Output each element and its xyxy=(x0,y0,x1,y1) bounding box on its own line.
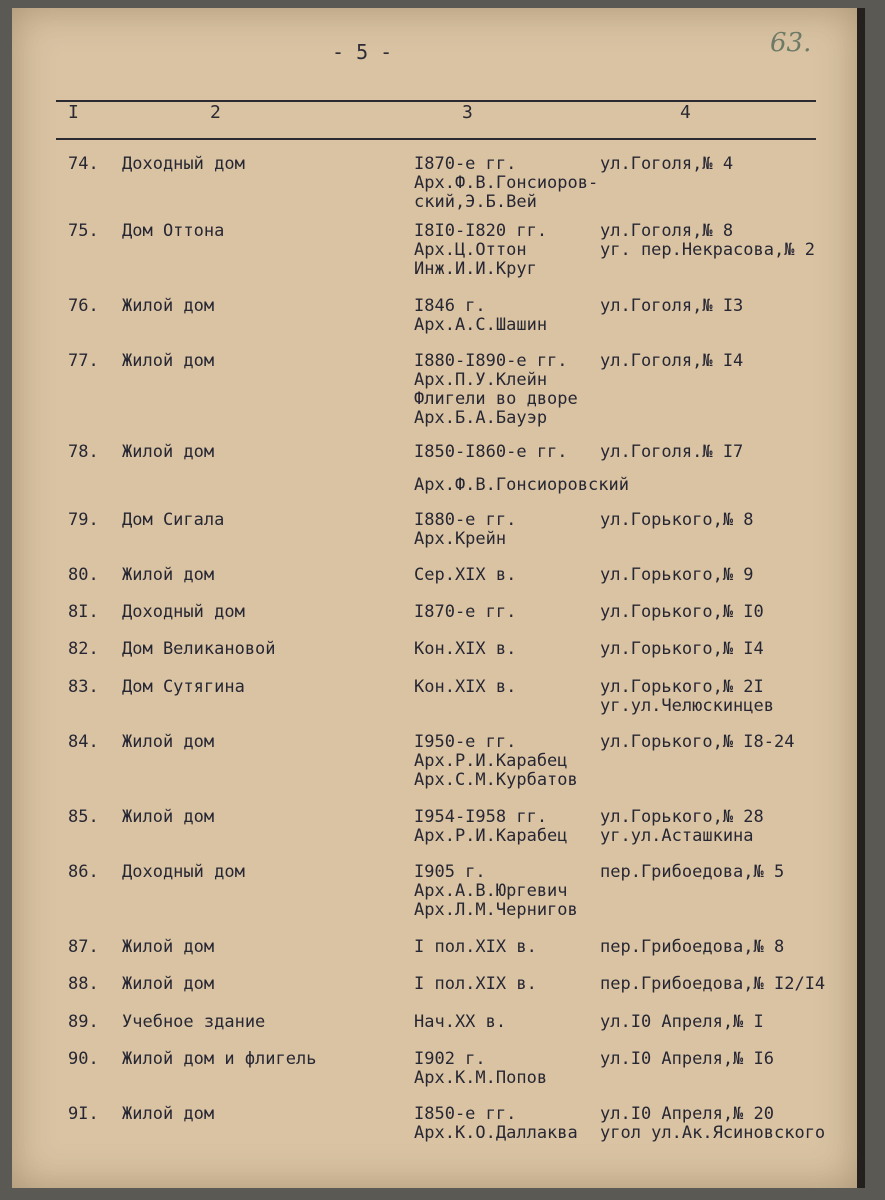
date-line: I пол.XIX в. xyxy=(414,937,537,957)
page-number: - 5 - xyxy=(332,40,393,64)
column-header-4: 4 xyxy=(680,102,691,123)
row-number: 84. xyxy=(68,732,99,752)
address xyxy=(600,640,855,659)
date-architect xyxy=(414,603,604,622)
date-architect xyxy=(414,678,604,697)
address-line: ул.Горького,№ I4 xyxy=(600,639,764,659)
address xyxy=(600,678,855,716)
building-name: Дом Сутягина xyxy=(122,677,245,697)
column-header-2: 2 xyxy=(210,102,221,123)
date-line: Арх.Крейн xyxy=(414,529,507,549)
address xyxy=(600,352,855,371)
address-line: уг. пер.Некрасова,№ 2 xyxy=(600,240,815,260)
date-line: I902 г. xyxy=(414,1049,486,1069)
address xyxy=(600,566,855,585)
column-header-3: 3 xyxy=(462,102,473,123)
row-number: 75. xyxy=(68,221,99,241)
address xyxy=(600,1050,855,1069)
address-line: ул.Гоголя,№ I3 xyxy=(600,296,744,316)
building-name: Дом Сигала xyxy=(122,510,225,530)
address-line: ул.Горького,№ 8 xyxy=(600,510,754,530)
date-line: I пол.XIX в. xyxy=(414,974,537,994)
date-line: I954-I958 гг. xyxy=(414,807,548,827)
date-architect xyxy=(414,352,604,428)
row-number: 87. xyxy=(68,937,99,957)
address xyxy=(600,1105,855,1143)
address xyxy=(600,975,855,994)
address-line: уг.ул.Челюскинцев xyxy=(600,696,774,716)
address-line: ул.Горького,№ 28 xyxy=(600,807,764,827)
address xyxy=(600,297,855,316)
date-line: Арх.Л.М.Чернигов xyxy=(414,900,578,920)
row-number: 82. xyxy=(68,639,99,659)
building-name: Жилой дом xyxy=(122,442,215,462)
address xyxy=(600,222,855,260)
date-line: Арх.А.В.Юргевич xyxy=(414,881,568,901)
date-line: Кон.XIX в. xyxy=(414,677,517,697)
date-architect xyxy=(414,1050,604,1088)
address-line: ул.Гоголя.№ I7 xyxy=(600,442,744,462)
date-line: Арх.К.О.Даллаква xyxy=(414,1123,578,1143)
building-name: Жилой дом xyxy=(122,937,215,957)
building-name: Жилой дом и флигель xyxy=(122,1049,317,1069)
row-number: 89. xyxy=(68,1012,99,1032)
building-name: Жилой дом xyxy=(122,974,215,994)
date-line: Арх.А.С.Шашин xyxy=(414,315,548,335)
column-header-1: I xyxy=(68,102,79,123)
address-line: угол ул.Ак.Ясиновского xyxy=(600,1123,826,1143)
date-line xyxy=(414,462,604,476)
date-architect xyxy=(414,1013,604,1032)
address xyxy=(600,1013,855,1032)
date-line: I905 г. xyxy=(414,862,486,882)
date-line: I950-е гг. xyxy=(414,732,517,752)
date-line: Арх.П.У.Клейн xyxy=(414,370,548,390)
address-line: ул.Горького,№ 9 xyxy=(600,565,754,585)
building-name: Жилой дом xyxy=(122,565,215,585)
date-line: Инж.И.И.Круг xyxy=(414,259,537,279)
row-number: 86. xyxy=(68,862,99,882)
address-line: пер.Грибоедова,№ 8 xyxy=(600,937,785,957)
date-line: Кон.XIX в. xyxy=(414,639,517,659)
address xyxy=(600,511,855,530)
address-line: ул.I0 Апреля,№ I6 xyxy=(600,1049,774,1069)
header-bottom-rule xyxy=(56,138,816,140)
row-number: 8I. xyxy=(68,602,99,622)
date-architect xyxy=(414,975,604,994)
address-line: ул.Горького,№ I0 xyxy=(600,602,764,622)
date-line: ский,Э.Б.Вей xyxy=(414,192,537,212)
row-number: 85. xyxy=(68,807,99,827)
address xyxy=(600,443,855,462)
date-line: Арх.Ф.В.Гонсиоров- xyxy=(414,173,599,193)
date-architect xyxy=(414,442,629,495)
building-name: Жилой дом xyxy=(122,296,215,316)
address xyxy=(600,155,855,174)
handwritten-page-mark: 63. xyxy=(770,28,812,58)
row-number: 74. xyxy=(68,154,99,174)
date-line: Арх.К.М.Попов xyxy=(414,1068,548,1088)
row-number: 83. xyxy=(68,677,99,697)
date-architect xyxy=(414,155,604,212)
building-name: Жилой дом xyxy=(122,1104,215,1124)
date-line: Арх.Б.А.Бауэр xyxy=(414,408,548,428)
address-line: ул.Горького,№ I8-24 xyxy=(600,732,795,752)
address-line: пер.Грибоедова,№ I2/I4 xyxy=(600,974,826,994)
building-name: Жилой дом xyxy=(122,732,215,752)
date-line: Нач.XX в. xyxy=(414,1012,507,1032)
row-number: 90. xyxy=(68,1049,99,1069)
address-line: ул.Горького,№ 2I xyxy=(600,677,764,697)
date-line: I880-е гг. xyxy=(414,510,517,530)
building-name: Дом Великановой xyxy=(122,639,276,659)
date-line: Флигели во дворе xyxy=(414,389,578,409)
address-line: уг.ул.Асташкина xyxy=(600,826,754,846)
address xyxy=(600,938,855,957)
address-line: ул.Гоголя,№ I4 xyxy=(600,351,744,371)
row-number: 79. xyxy=(68,510,99,530)
date-architect xyxy=(414,733,604,790)
row-number: 9I. xyxy=(68,1104,99,1124)
date-line: I850-I860-е гг. xyxy=(414,442,568,462)
date-line: I850-е гг. xyxy=(414,1104,517,1124)
address-line: ул.I0 Апреля,№ 20 xyxy=(600,1104,774,1124)
date-architect xyxy=(414,297,604,335)
address xyxy=(600,863,855,882)
building-name: Доходный дом xyxy=(122,602,245,622)
date-architect xyxy=(414,863,604,920)
row-number: 76. xyxy=(68,296,99,316)
date-architect xyxy=(414,938,604,957)
date-architect xyxy=(414,640,604,659)
date-line: I846 г. xyxy=(414,296,486,316)
date-architect xyxy=(414,808,604,846)
date-line: I870-е гг. xyxy=(414,154,517,174)
date-line: I8I0-I820 гг. xyxy=(414,221,548,241)
address xyxy=(600,733,855,752)
date-architect xyxy=(414,222,604,279)
date-line: Арх.Р.И.Карабец xyxy=(414,751,568,771)
building-name: Доходный дом xyxy=(122,862,245,882)
row-number: 78. xyxy=(68,442,99,462)
building-name: Учебное здание xyxy=(122,1012,266,1032)
header-top-rule xyxy=(56,100,816,102)
building-name: Дом Оттона xyxy=(122,221,225,241)
address-line: пер.Грибоедова,№ 5 xyxy=(600,862,785,882)
date-line: Арх.Р.И.Карабец xyxy=(414,826,568,846)
address xyxy=(600,808,855,846)
address-line: ул.I0 Апреля,№ I xyxy=(600,1012,764,1032)
date-line: I880-I890-е гг. xyxy=(414,351,568,371)
building-name: Доходный дом xyxy=(122,154,245,174)
building-name: Жилой дом xyxy=(122,351,215,371)
row-number: 88. xyxy=(68,974,99,994)
address xyxy=(600,603,855,622)
date-line: Арх.Ф.В.Гонсиоровский xyxy=(414,475,629,495)
date-line: Арх.Ц.Оттон xyxy=(414,240,527,260)
address-line: ул.Гоголя,№ 4 xyxy=(600,154,734,174)
date-architect xyxy=(414,511,604,549)
date-line: I870-е гг. xyxy=(414,602,517,622)
date-architect xyxy=(414,1105,604,1143)
building-name: Жилой дом xyxy=(122,807,215,827)
address-line: ул.Гоголя,№ 8 xyxy=(600,221,734,241)
date-architect xyxy=(414,566,604,585)
date-line: Сер.XIX в. xyxy=(414,565,517,585)
row-number: 80. xyxy=(68,565,99,585)
row-number: 77. xyxy=(68,351,99,371)
date-line: Арх.С.М.Курбатов xyxy=(414,770,578,790)
